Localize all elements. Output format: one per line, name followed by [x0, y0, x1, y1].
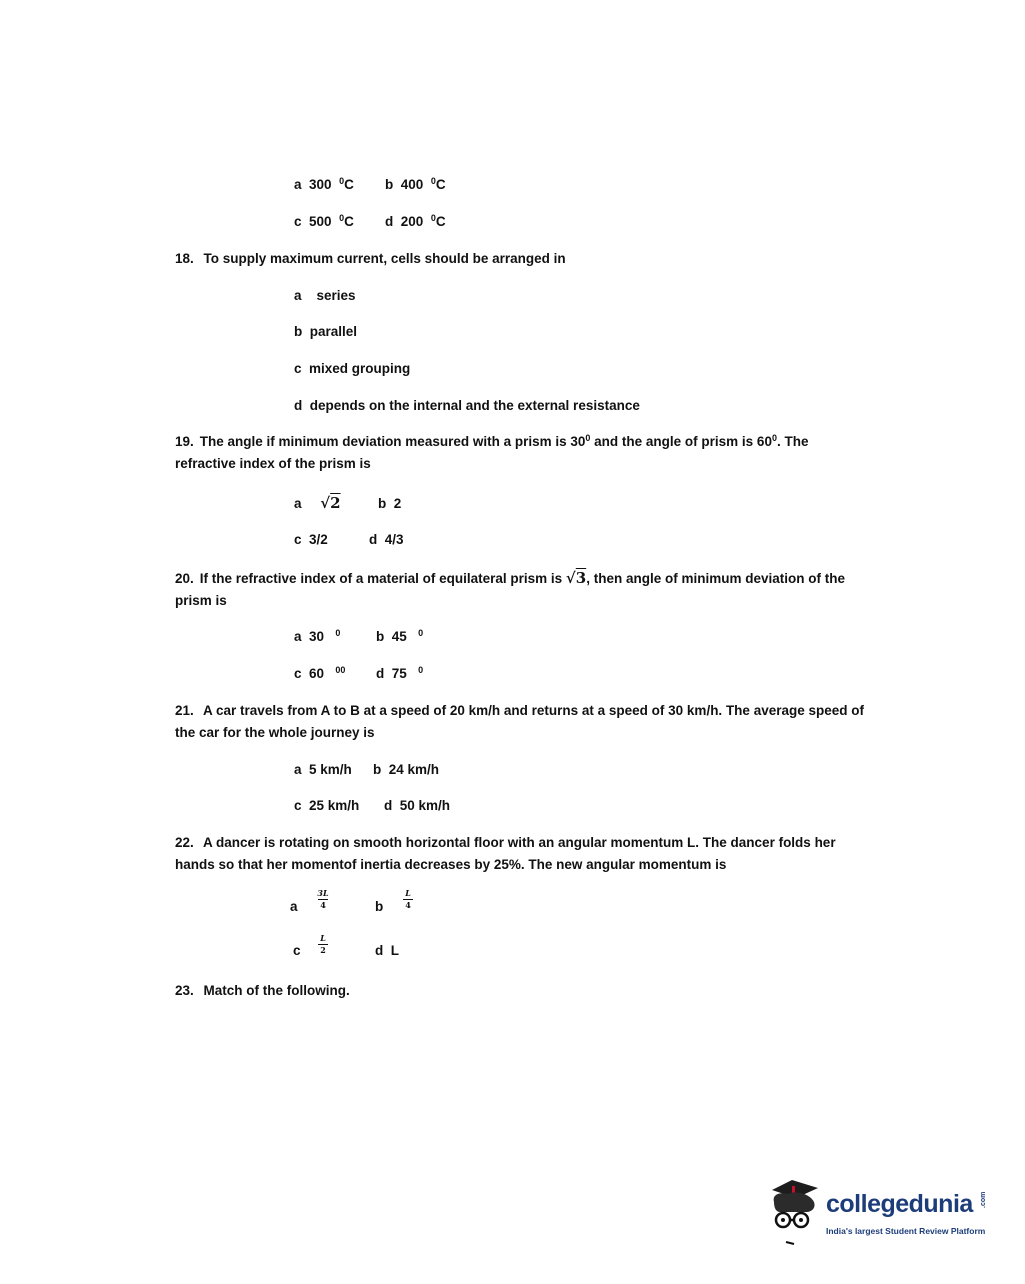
q22-option-d: d L [375, 943, 400, 958]
question-number: 18. [175, 251, 194, 266]
question-22 [175, 832, 865, 876]
q21-option-c: c 25 km/h [294, 798, 360, 813]
q18-option-b: b parallel [294, 324, 358, 339]
q18-option-a: a series [294, 288, 356, 303]
question-18 [175, 248, 865, 270]
question-number: 19. [175, 434, 194, 449]
question-number: 22. [175, 835, 194, 850]
question-text: Match of the following. [203, 983, 350, 998]
q21-option-a: a 5 km/h [294, 762, 352, 777]
question-text: A car travels from A to B at a speed of 20 km/h and returns at a speed of 30 km/h. The average speed of the car for the whole journey is [175, 703, 864, 740]
question-text: A dancer is rotating on smooth horizontal floor with an angular momentum L. The dancer folds her hands so that her momentof inertia decreases by 25%. The new angular momentum is [175, 835, 836, 872]
q17-option-b: b 400 $^0$C [385, 176, 446, 192]
question-20: 20. If the refractive index of a material of equilateral prism is √3, then angle of minimum deviation of the prism is [175, 569, 845, 608]
question-text: To supply maximum current, cells should be arranged in [203, 251, 566, 266]
q18-option-c: c mixed grouping [294, 361, 411, 376]
brand-tagline: India's largest Student Review Platform [826, 1226, 986, 1236]
sqrt-symbol: √3 [565, 569, 587, 587]
q22-option-c-letter: c [293, 943, 301, 958]
question-23 [175, 980, 865, 1002]
question-number: 23. [175, 983, 194, 998]
q18-option-d: d depends on the internal and the external resistance [294, 398, 640, 413]
q19-option-a: a √2 [294, 494, 341, 512]
q22-option-b-fraction: L 4 [401, 889, 415, 910]
question-19: 19. The angle if minimum deviation measured with a prism is $30^0$ and the angle of prism is $60^0$. The refractive index of the prism is [175, 433, 809, 471]
brand-suffix: .com [980, 1191, 987, 1208]
sqrt-symbol: √2 [320, 494, 341, 512]
q17-option-d: d 200 $^0$C [385, 213, 446, 229]
q20-option-a: a 30 $^0$ [294, 628, 341, 644]
q21-option-d: d 50 km/h [384, 798, 451, 813]
q20-option-d: d 75 $^0$ [376, 665, 424, 681]
q22-option-a-fraction: 3L 4 [317, 888, 329, 910]
question-number: 20. [175, 571, 194, 586]
q17-option-c: c 500 $^0$C [294, 213, 354, 229]
q17-option-a: a 300 $^0$C [294, 176, 354, 192]
q22-option-a-letter: a [290, 899, 298, 914]
q19-option-b: b 2 [378, 496, 402, 511]
q20-option-b: b 45 $^0$ [376, 628, 424, 644]
question-number: 21. [175, 703, 194, 718]
q22-option-b-letter: b [375, 899, 384, 914]
q19-option-d: d 4/3 [369, 532, 404, 547]
question-21 [175, 700, 865, 744]
q22-option-c-fraction: L 2 [316, 934, 330, 955]
q19-option-c: c 3/2 [294, 532, 328, 547]
q21-option-b: b 24 km/h [373, 762, 440, 777]
q20-option-c: c 60 $^{00}$ [294, 665, 346, 681]
brand-name: collegedunia [826, 1190, 973, 1218]
